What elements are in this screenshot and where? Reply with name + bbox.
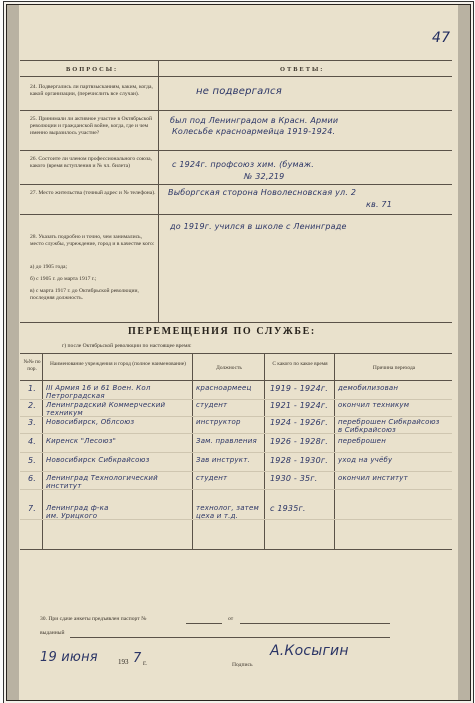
answer-26-line-2: № 32,219 (244, 172, 285, 181)
rule (20, 76, 452, 77)
row-organization: Петроградская (46, 392, 105, 400)
rule (20, 60, 452, 61)
scan-edge-right (458, 5, 470, 700)
row-number: 5. (28, 456, 37, 465)
row-organization: Киренск "Лесоюз" (46, 437, 117, 445)
row-rule (20, 471, 452, 472)
signature: А.Косыгин (270, 643, 349, 659)
page-number: 47 (432, 30, 451, 46)
answer-24: не подвергался (196, 86, 282, 97)
signature-date: 19 июня (40, 650, 98, 665)
row-organization: Новосибирск, Облсоюз (46, 418, 135, 426)
row-organization: Ленинград Технологический (46, 474, 158, 482)
row-organization: Ленинград ф-ка (46, 504, 109, 512)
question-24: 24. Подвергались ли партвзысканиям, каким, когда, какой организации, (перечислить все случаи). (30, 84, 153, 97)
question-28b: б) с 1905 г. до марта 1917 г.; (30, 276, 97, 282)
row-position: красноармеец (196, 384, 252, 392)
row-period: 1921 - 1924г. (270, 401, 329, 410)
column-header-number: №№ по пор. (23, 359, 41, 372)
passport-label: 30. При сдаче анкеты предъявлен паспорт № (40, 616, 147, 622)
row-number: 3. (28, 418, 37, 427)
question-27: 27. Место жительства (точный адрес и № телефона). (30, 190, 156, 196)
movements-subtitle: г) после Октябрьской революции по настоящее время: (62, 343, 192, 349)
row-number: 1. (28, 384, 37, 393)
row-position: инструктор (196, 418, 241, 426)
answer-26-line-1: с 1924г. профсоюз хим. (бумаж. (172, 160, 314, 169)
row-period: с 1935г. (270, 504, 306, 513)
row-position: цеха и т.д. (196, 512, 239, 520)
row-rule (20, 452, 452, 453)
answer-27-line-1: Выборгская сторона Новолесновская ул. 2 (168, 188, 357, 197)
rule (20, 353, 452, 354)
row-organization: им. Урицкого (46, 512, 98, 520)
row-reason: окончил техникум (338, 401, 410, 409)
question-28c: в) с марта 1917 г. до Октябрьской революции, последняя должность. (30, 288, 139, 301)
column-header-organization: Наименование учреждения и город (полное наименование) (50, 361, 186, 367)
column-header-reason: Причина перехода (372, 365, 416, 371)
rule (70, 637, 390, 638)
row-organization: институт (46, 482, 82, 490)
row-reason: переброшен Сибкрайсоюз (338, 418, 440, 426)
answer-25-line-1: был под Ленинградом в Красн. Армии (170, 116, 339, 125)
row-position: студент (196, 474, 228, 482)
row-organization: III Армия 16 и 61 Воен. Кол (46, 384, 151, 392)
rule (20, 214, 452, 215)
row-period: 1930 - 35г. (270, 474, 318, 483)
question-28: 28. Указать подробно и точно, чем занимались, место службы, учреждение, город и в качестве кого: (30, 234, 155, 247)
signature-label: Подпись (232, 662, 253, 668)
movements-title: ПЕРЕМЕЩЕНИЯ ПО СЛУЖБЕ: (128, 326, 316, 337)
row-number: 2. (28, 401, 37, 410)
row-number: 7. (28, 504, 37, 513)
year-printed: 193 (118, 658, 129, 666)
rule (20, 322, 452, 323)
row-organization: Ленинградский Коммерческий (46, 401, 166, 409)
row-number: 4. (28, 437, 37, 446)
year-handwritten: 7 (133, 651, 142, 666)
rule (20, 549, 452, 550)
issued-label: выданный (40, 630, 65, 636)
row-reason: демобилизован (338, 384, 399, 392)
year-suffix: г. (143, 659, 147, 667)
row-rule (20, 416, 452, 417)
rule (20, 184, 452, 185)
row-reason: в Сибкрайсоюз (338, 426, 396, 434)
row-organization: Новосибирск Сибкрайсоюз (46, 456, 150, 464)
question-26: 26. Состоите ли членом профессионального союза, какого (время вступления и № чл. билета) (30, 156, 153, 169)
answers-header: ОТВЕТЫ: (280, 66, 325, 73)
row-number: 6. (28, 474, 37, 483)
row-period: 1919 - 1924г. (270, 384, 329, 393)
row-period: 1924 - 1926г. (270, 418, 329, 427)
column-header-position: Должность (216, 365, 242, 371)
from-label: от (228, 616, 234, 622)
row-reason: переброшен (338, 437, 386, 445)
rule (20, 110, 452, 111)
rule (20, 380, 452, 381)
questions-header: ВОПРОСЫ: (66, 66, 119, 73)
column-divider (158, 60, 159, 322)
answer-27-line-2: кв. 71 (366, 200, 393, 209)
rule (240, 623, 390, 624)
answer-25-line-2: Колесьбе красноармейца 1919-1924. (172, 127, 336, 136)
answer-28: до 1919г. учился в школе с Ленинграде (170, 222, 347, 231)
row-position: Зав инструкт. (196, 456, 250, 464)
row-reason: уход на учёбу (338, 456, 393, 464)
question-25: 25. Принимали ли активное участие в Октябрьской революции и гражданской войне, когда, где и чем именно выразилось участие? (30, 116, 153, 136)
row-position: Зам. правления (196, 437, 257, 445)
row-position: технолог, затем (196, 504, 259, 512)
row-organization: техникум (46, 409, 83, 417)
column-header-period: С какого по какое время (272, 361, 328, 367)
question-28a: а) до 1905 года; (30, 264, 68, 270)
row-period: 1926 - 1928г. (270, 437, 329, 446)
row-rule (20, 489, 452, 490)
rule (20, 150, 452, 151)
row-reason: окончил институт (338, 474, 408, 482)
rule (186, 623, 222, 624)
scan-edge-left (7, 5, 19, 700)
row-period: 1928 - 1930г. (270, 456, 329, 465)
row-position: студент (196, 401, 228, 409)
